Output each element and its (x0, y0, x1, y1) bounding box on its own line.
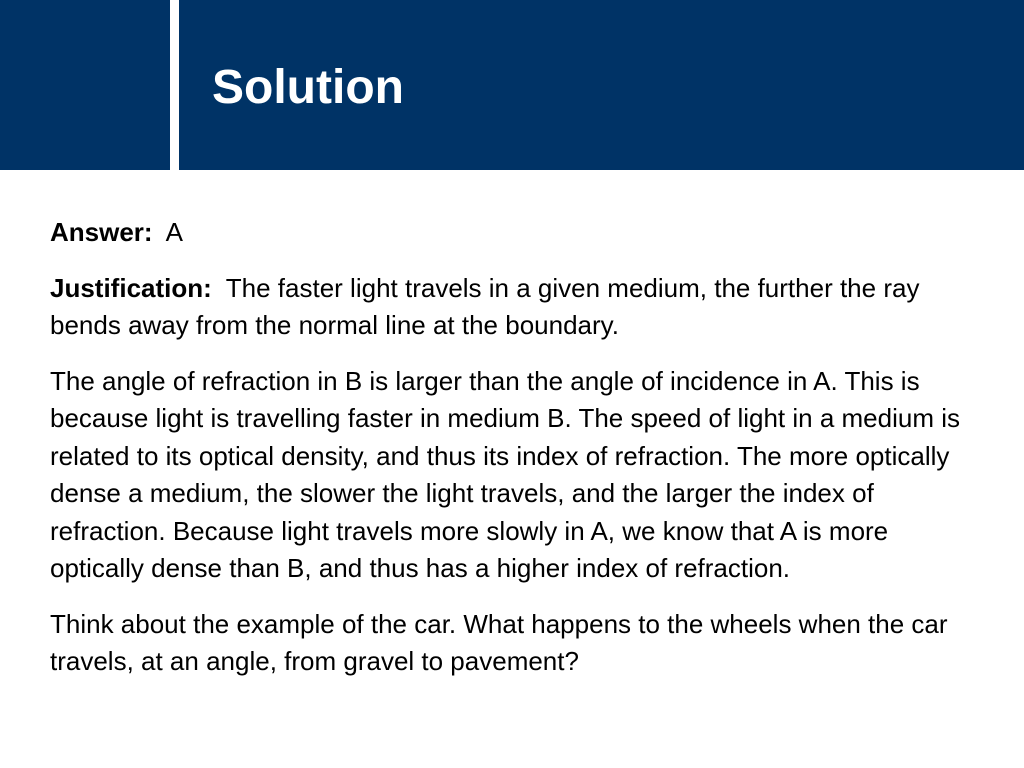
explanation-paragraph: The angle of refraction in B is larger than the angle of incidence in A. This is because light is travelling faster in medium B. The speed of light in a medium is related to its optical density, and thus its index of refraction. The more optically dense a medium, the slower the light travels, and the larger the index of refraction. Because light travels more slowly in A, we know that A is more optically dense than B, and thus has a higher index of refraction. (50, 365, 960, 583)
justification-line (50, 270, 980, 345)
slide-content (50, 214, 980, 699)
page-title: Solution (212, 61, 404, 114)
answer-value: A (165, 217, 183, 247)
answer-label: Answer: (50, 217, 153, 247)
answer-line (50, 214, 980, 252)
justification-text: The faster light travels in a given medium, the further the ray bends away from the normal line at the boundary. (50, 272, 920, 340)
justification-label: Justification: (50, 272, 212, 303)
car-example-paragraph: Think about the example of the car. What happens to the wheels when the car travels, at an angle, from gravel to pavement? (50, 608, 948, 676)
header-accent-block (0, 0, 170, 170)
